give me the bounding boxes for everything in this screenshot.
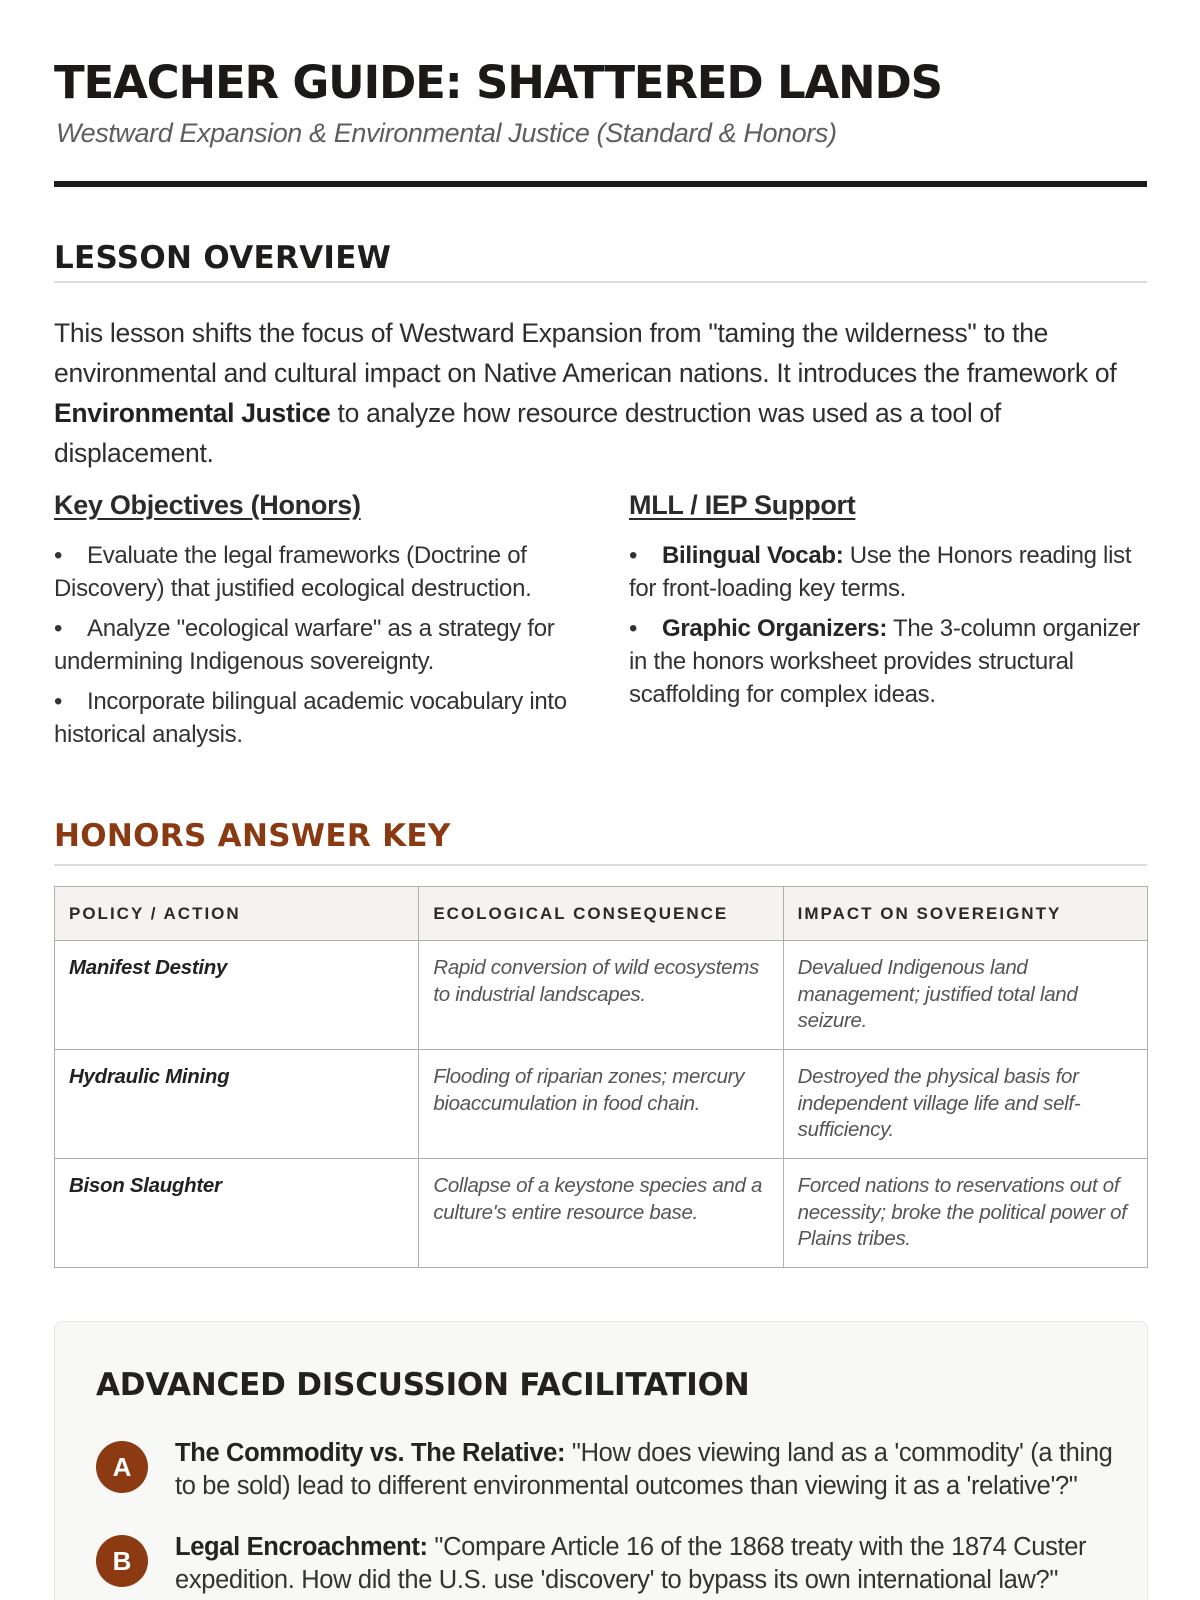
bullet-icon: •: [629, 615, 638, 642]
overview-text-part: This lesson shifts the focus of Westward Expansion from "taming the wilderness" to the environmental and cultural impact on Native American nations. It introduces the framework of: [54, 318, 1117, 388]
table-row: [55, 1050, 1148, 1159]
list-item: [54, 612, 574, 678]
support-label: Bilingual Vocab:: [662, 542, 844, 569]
question-label: Legal Encroachment:: [175, 1533, 428, 1561]
question-body: "How does viewing land as a 'commodity' (a thing to be sold) lead to different environmental outcomes than viewing it as a 'relative'?": [175, 1439, 1113, 1500]
bullet-icon: •: [54, 542, 63, 569]
letter-a-badge-icon: A: [96, 1441, 148, 1493]
ecological-consequence-cell: Flooding of riparian zones; mercury bioaccumulation in food chain.: [419, 1050, 783, 1159]
list-item: [54, 685, 574, 751]
table-row: [55, 941, 1148, 1050]
bullet-icon: •: [54, 615, 63, 642]
support-text: The 3-column organizer in the honors worksheet provides structural scaffolding for complex ideas.: [629, 615, 1140, 708]
letter-b-badge-icon: B: [96, 1535, 148, 1587]
policy-cell: Manifest Destiny: [55, 941, 419, 1050]
sovereignty-impact-cell: Devalued Indigenous land management; justified total land seizure.: [783, 941, 1147, 1050]
page-title: TEACHER GUIDE: SHATTERED LANDS: [54, 56, 942, 109]
list-item: [629, 539, 1159, 605]
objectives-list: [54, 539, 574, 758]
page-subtitle: Westward Expansion & Environmental Justice (Standard & Honors): [56, 118, 837, 148]
discussion-facilitation-box: [54, 1321, 1148, 1600]
support-list: [629, 539, 1159, 718]
question-text: [175, 1531, 1116, 1597]
column-header: POLICY / ACTION: [55, 887, 419, 941]
discussion-heading: ADVANCED DISCUSSION FACILITATION: [96, 1367, 750, 1403]
question-label: The Commodity vs. The Relative:: [175, 1439, 566, 1467]
overview-text-part: to analyze how resource destruction was used as a tool of displacement.: [54, 398, 1001, 468]
policy-cell: Hydraulic Mining: [55, 1050, 419, 1159]
objective-text: Analyze "ecological warfare" as a strategy for undermining Indigenous sovereignty.: [54, 615, 555, 675]
mll-iep-support-heading: MLL / IEP Support: [629, 490, 856, 520]
column-header: ECOLOGICAL CONSEQUENCE: [419, 887, 783, 941]
sovereignty-impact-cell: Destroyed the physical basis for independent village life and self-sufficiency.: [783, 1050, 1147, 1159]
table-row: [55, 1159, 1148, 1268]
title-divider: [54, 181, 1147, 187]
honors-answer-key-heading: HONORS ANSWER KEY: [54, 818, 451, 854]
answer-key-table: [54, 886, 1148, 1268]
question-text: [175, 1437, 1116, 1503]
ecological-consequence-cell: Collapse of a keystone species and a culture's entire resource base.: [419, 1159, 783, 1268]
table-header-row: [55, 887, 1148, 941]
lesson-overview-text: [54, 313, 1154, 473]
discussion-question: [96, 1437, 1116, 1503]
support-label: Graphic Organizers:: [662, 615, 888, 642]
section-divider: [54, 281, 1147, 283]
list-item: [54, 539, 574, 605]
lesson-overview-heading: LESSON OVERVIEW: [54, 240, 392, 276]
discussion-question: [96, 1531, 1116, 1597]
list-item: [629, 612, 1159, 711]
key-objectives-heading: Key Objectives (Honors): [54, 490, 361, 520]
overview-emphasis: Environmental Justice: [54, 398, 331, 428]
section-divider: [54, 864, 1147, 866]
policy-cell: Bison Slaughter: [55, 1159, 419, 1268]
ecological-consequence-cell: Rapid conversion of wild ecosystems to industrial landscapes.: [419, 941, 783, 1050]
objective-text: Evaluate the legal frameworks (Doctrine of Discovery) that justified ecological destruction.: [54, 542, 532, 602]
question-body: "Compare Article 16 of the 1868 treaty with the 1874 Custer expedition. How did the U.S. use 'discovery' to bypass its own international law?": [175, 1533, 1087, 1594]
bullet-icon: •: [54, 688, 63, 715]
support-text: Use the Honors reading list for front-loading key terms.: [629, 542, 1132, 602]
column-header: IMPACT ON SOVEREIGNTY: [783, 887, 1147, 941]
sovereignty-impact-cell: Forced nations to reservations out of necessity; broke the political power of Plains tribes.: [783, 1159, 1147, 1268]
bullet-icon: •: [629, 542, 638, 569]
objective-text: Incorporate bilingual academic vocabulary into historical analysis.: [54, 688, 567, 748]
